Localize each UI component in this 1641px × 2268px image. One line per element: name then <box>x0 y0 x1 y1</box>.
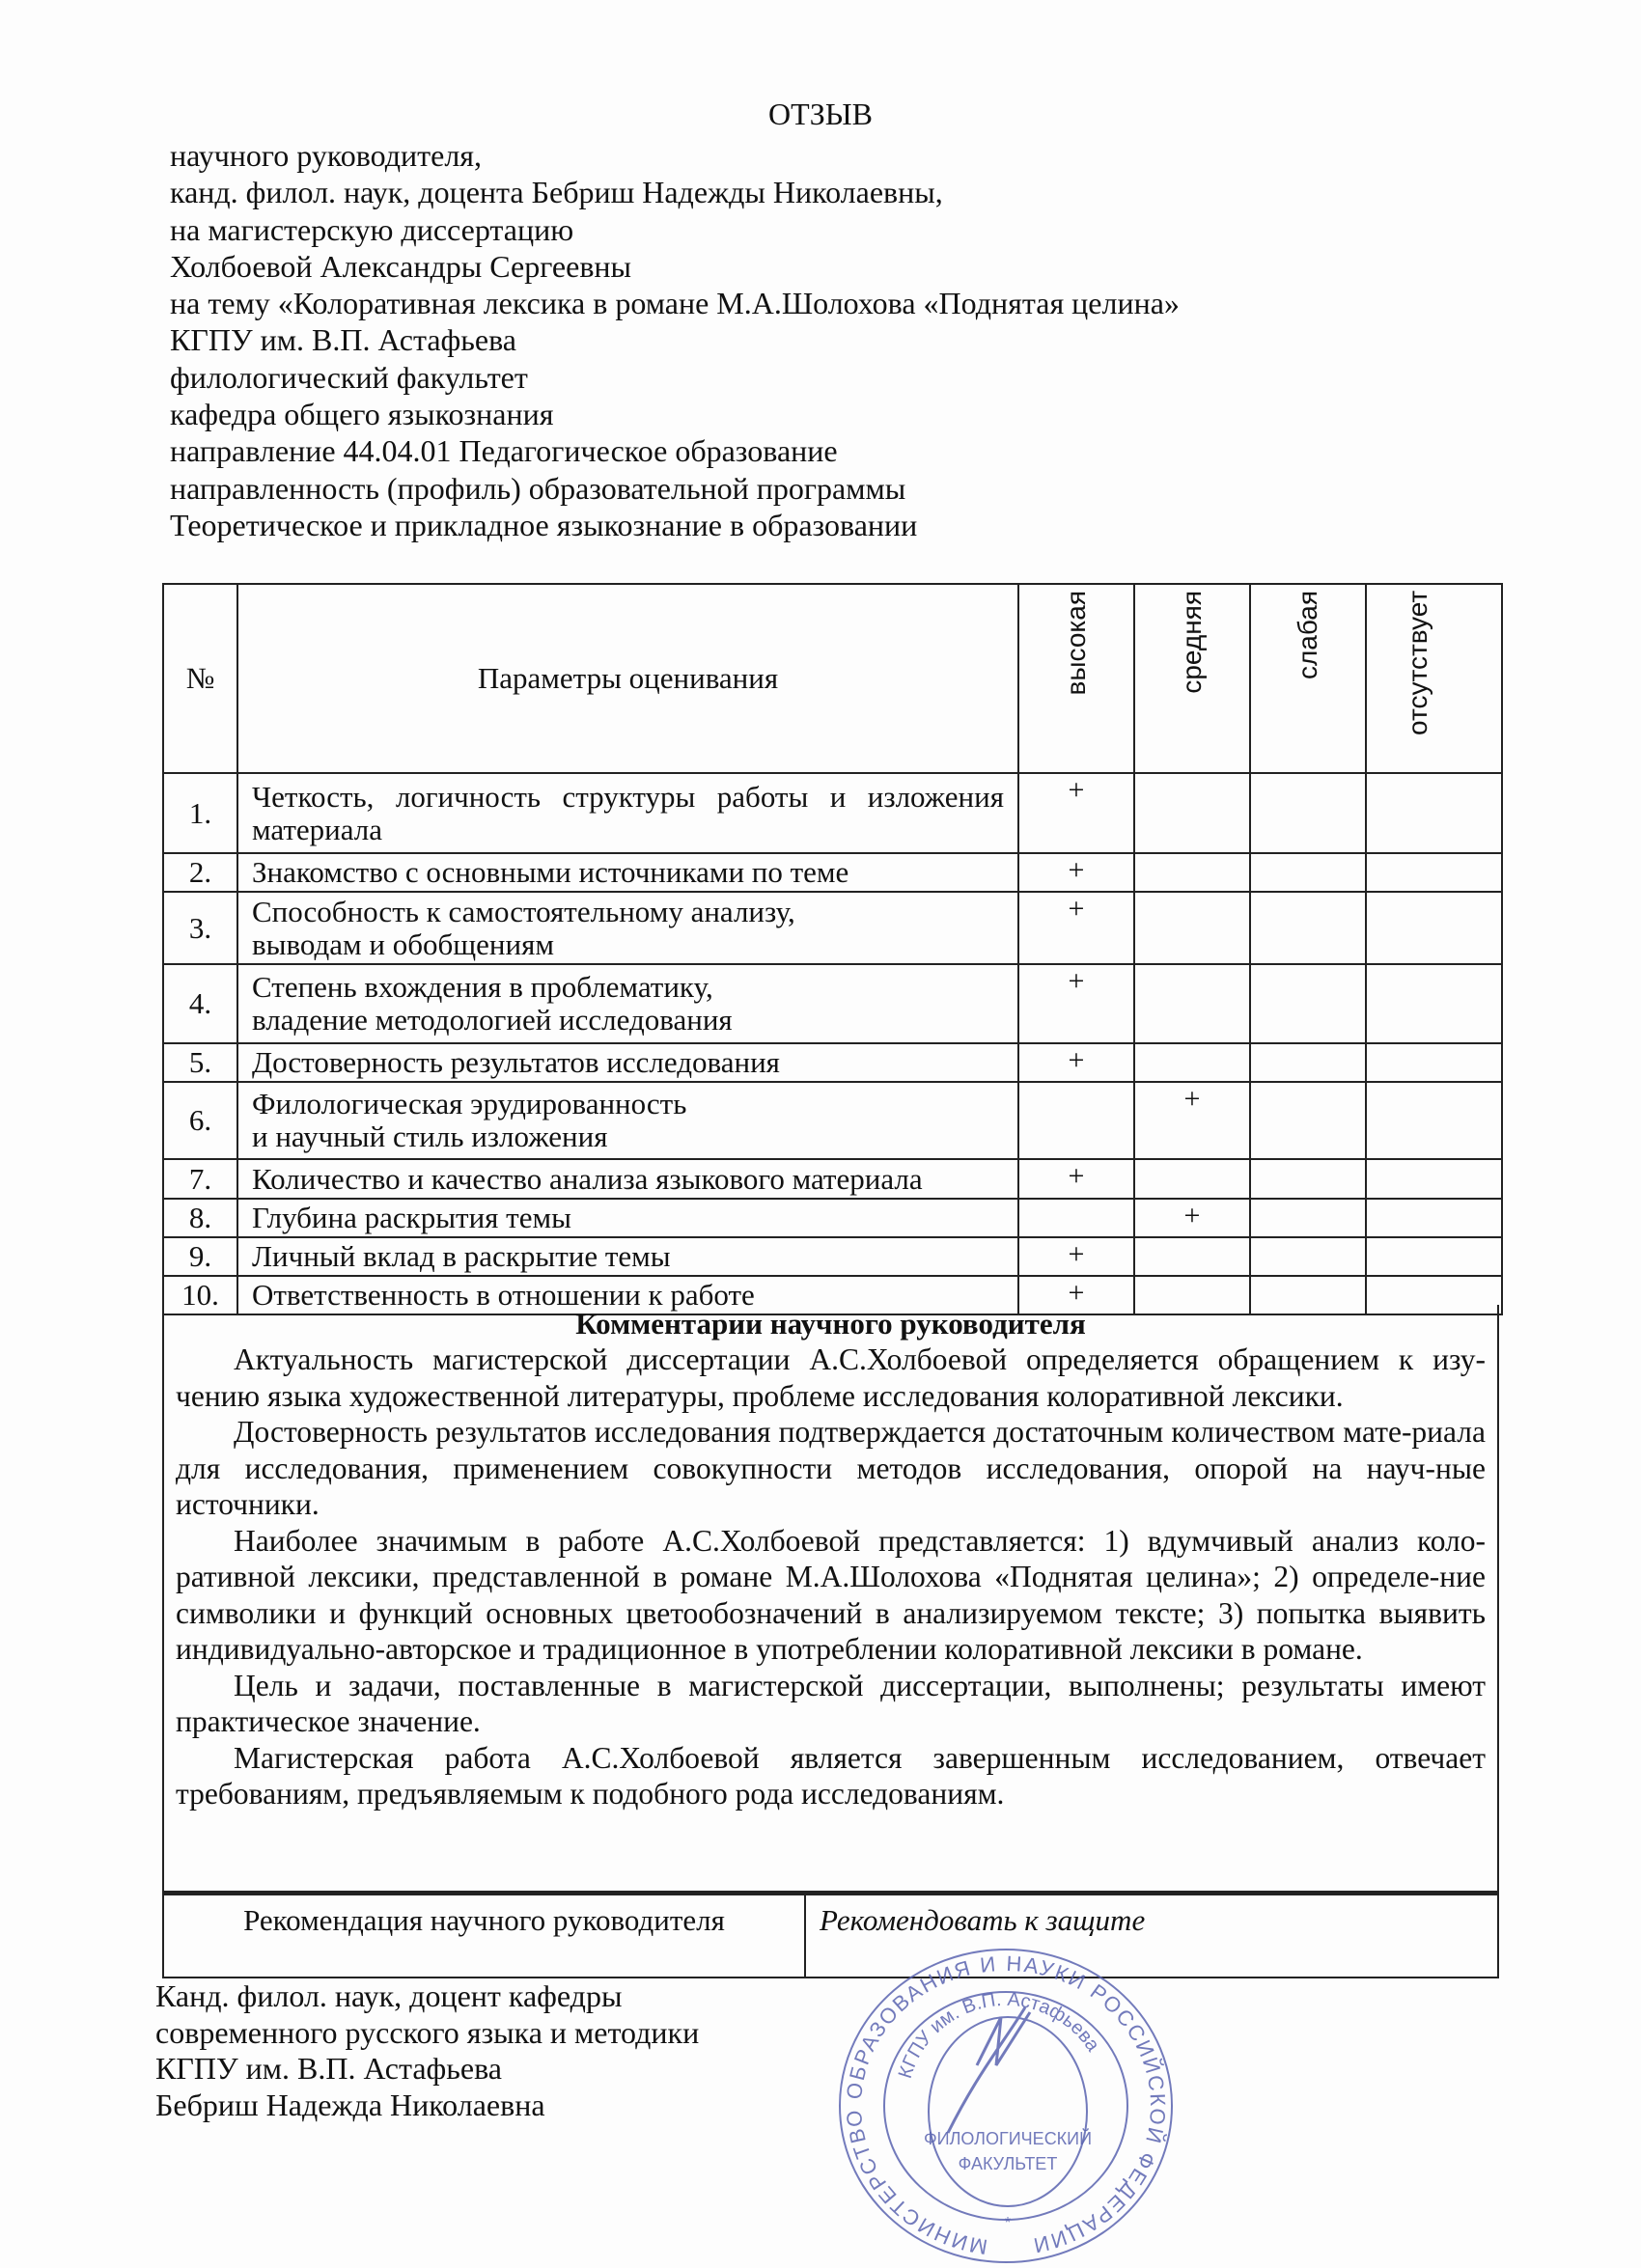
column-header-absent: отсутствует <box>1366 584 1502 773</box>
rating-cell <box>1366 1159 1502 1199</box>
recommendation-row <box>162 1893 1499 1978</box>
row-number: 8. <box>163 1199 237 1237</box>
document-title: ОТЗЫВ <box>768 97 873 131</box>
stamp-middle-ring <box>884 1992 1127 2220</box>
rating-cell <box>1366 1082 1502 1159</box>
signature-block <box>155 1978 699 2123</box>
row-parameter: Достоверность результатов исследования <box>237 1043 1018 1082</box>
rating-cell: + <box>1018 964 1134 1043</box>
comment-paragraph: Наиболее значимым в работе А.С.Холбоевой представляется: 1) вдумчивый анализ коло-ративной лексики, представленной в романе М.А.Шолохова «Поднятая целина»; 2) определе-ние символики и функций основных цветообозначений в анализируемом тексте; 3) попытка выявить индивидуально-авторское и традиционное в употреблении колоративной лексики в романе. <box>176 1523 1486 1666</box>
row-parameter: Филологическая эрудированность и научный стиль изложения <box>237 1082 1018 1159</box>
table-row <box>163 773 1502 853</box>
rating-cell <box>1366 853 1502 892</box>
document-header <box>170 137 1180 543</box>
rating-cell <box>1366 1043 1502 1082</box>
rating-cell <box>1134 853 1250 892</box>
column-header-weak: слабая <box>1250 584 1366 773</box>
row-number: 3. <box>163 892 237 964</box>
row-number: 9. <box>163 1237 237 1276</box>
rating-cell: + <box>1134 1199 1250 1237</box>
rating-cell <box>1366 1237 1502 1276</box>
row-parameter: Глубина раскрытия темы <box>237 1199 1018 1237</box>
rating-cell: + <box>1018 1237 1134 1276</box>
rating-cell <box>1134 892 1250 964</box>
rating-cell <box>1250 892 1366 964</box>
evaluation-table <box>162 583 1503 1315</box>
svg-text:ФАКУЛЬТЕТ: ФАКУЛЬТЕТ <box>958 2154 1058 2173</box>
comment-paragraph: Актуальность магистерской диссертации А.С.Холбоевой определяется обращением к изу-чению языка художественной литературы, проблеме исследования колоративной лексики. <box>176 1342 1486 1413</box>
rating-cell <box>1366 1199 1502 1237</box>
rating-cell: + <box>1018 853 1134 892</box>
table-row <box>163 1199 1502 1237</box>
header-line: на магистерскую диссертацию <box>170 211 574 247</box>
row-number: 10. <box>163 1276 237 1314</box>
rating-cell: + <box>1018 773 1134 853</box>
row-parameter: Способность к самостоятельному анализу, выводам и обобщениям <box>237 892 1018 964</box>
table-row <box>163 892 1502 964</box>
rating-cell <box>1366 964 1502 1043</box>
row-number: 4. <box>163 964 237 1043</box>
svg-text:КГПУ им. В.П. Астафьева: КГПУ им. В.П. Астафьева <box>894 1988 1104 2082</box>
signature-line: КГПУ им. В.П. Астафьева <box>155 2051 502 2086</box>
rating-cell: + <box>1134 1082 1250 1159</box>
table-row <box>163 1043 1502 1082</box>
row-parameter: Количество и качество анализа языкового материала <box>237 1159 1018 1199</box>
rating-cell <box>1134 1237 1250 1276</box>
header-line: научного руководителя, <box>170 138 482 173</box>
signature-line: Бебриш Надежда Николаевна <box>155 2087 545 2122</box>
row-parameter: Личный вклад в раскрытие темы <box>237 1237 1018 1276</box>
header-line: кафедра общего языкознания <box>170 397 554 432</box>
faculty-stamp <box>832 1940 1180 2268</box>
header-line: на тему «Колоративная лексика в романе М.А.Шолохова «Поднятая целина» <box>170 286 1180 321</box>
rating-cell: + <box>1018 892 1134 964</box>
table-row <box>163 1082 1502 1159</box>
table-row <box>163 1159 1502 1199</box>
rating-cell <box>1250 1237 1366 1276</box>
rating-cell <box>1250 1159 1366 1199</box>
rating-cell <box>1250 1199 1366 1237</box>
svg-text:ФИЛОЛОГИЧЕСКИЙ: ФИЛОЛОГИЧЕСКИЙ <box>923 2129 1093 2148</box>
header-line: Холбоевой Александры Сергеевны <box>170 248 632 284</box>
header-line: направление 44.04.01 Педагогическое образование <box>170 433 838 469</box>
row-number: 2. <box>163 853 237 892</box>
row-parameter: Ответственность в отношении к работе <box>237 1276 1018 1314</box>
rating-cell <box>1134 1043 1250 1082</box>
column-header-medium: средняя <box>1134 584 1250 773</box>
signature-line: Канд. филол. наук, доцент кафедры <box>155 1978 623 2013</box>
recommendation-value: Рекомендовать к защите <box>820 1903 1146 1937</box>
row-parameter: Знакомство с основными источниками по теме <box>237 853 1018 892</box>
table-row <box>163 1237 1502 1276</box>
header-line: канд. филол. наук, доцента Бебриш Надежды Николаевны, <box>170 175 943 210</box>
rating-cell <box>1366 892 1502 964</box>
row-number: 5. <box>163 1043 237 1082</box>
rating-cell <box>1250 853 1366 892</box>
rating-cell <box>1134 1159 1250 1199</box>
rating-cell <box>1366 773 1502 853</box>
rating-cell <box>1250 1082 1366 1159</box>
column-header-parameters: Параметры оценивания <box>237 584 1018 773</box>
rating-cell: + <box>1018 1159 1134 1199</box>
column-header-high: высокая <box>1018 584 1134 773</box>
header-line: КГПУ им. В.П. Астафьева <box>170 322 516 358</box>
row-parameter: Степень вхождения в проблематику, владение методологией исследования <box>237 964 1018 1043</box>
rating-cell <box>1250 964 1366 1043</box>
supervisor-comments <box>162 1305 1499 1893</box>
column-header-number: № <box>163 584 237 773</box>
rating-cell: + <box>1018 1043 1134 1082</box>
rating-cell <box>1134 964 1250 1043</box>
rating-cell <box>1018 1199 1134 1237</box>
table-header-row <box>163 584 1502 773</box>
comment-paragraph: Магистерская работа А.С.Холбоевой является завершенным исследованием, отвечает требованиям, предъявляемым к подобного рода исследованиям. <box>176 1740 1486 1811</box>
rating-cell <box>1250 1043 1366 1082</box>
recommendation-label: Рекомендация научного руководителя <box>164 1895 806 1977</box>
header-line: направленность (профиль) образовательной программы <box>170 470 906 506</box>
comment-paragraph: Цель и задачи, поставленные в магистерской диссертации, выполнены; результаты имеют практическое значение. <box>176 1668 1486 1738</box>
rating-cell: + <box>1018 1276 1134 1314</box>
row-number: 6. <box>163 1082 237 1159</box>
header-line: филологический факультет <box>170 359 528 395</box>
comments-heading: Комментарии научного руководителя <box>575 1307 1086 1341</box>
rating-cell <box>1134 773 1250 853</box>
rating-cell <box>1250 773 1366 853</box>
table-row <box>163 853 1502 892</box>
rating-cell <box>1018 1082 1134 1159</box>
signature-line: современного русского языка и методики <box>155 2014 700 2050</box>
table-row <box>163 964 1502 1043</box>
header-line: Теоретическое и прикладное языкознание в образовании <box>170 507 918 542</box>
svg-text:*: * <box>1004 2215 1012 2231</box>
row-parameter: Четкость, логичность структуры работы и изложения материала <box>237 773 1018 853</box>
row-number: 1. <box>163 773 237 853</box>
comment-paragraph: Достоверность результатов исследования подтверждается достаточным количеством мате-риала для исследования, применением совокупности методов исследования, опорой на науч-ные источники. <box>176 1415 1486 1521</box>
stamp-logo-icon <box>948 2007 1030 2133</box>
row-number: 7. <box>163 1159 237 1199</box>
svg-text:МИНИСТЕРСТВО ОБРАЗОВАНИЯ И НАУ: МИНИСТЕРСТВО ОБРАЗОВАНИЯ И НАУКИ РОССИЙСКОЙ ФЕДЕРАЦИИ <box>841 1950 1171 2259</box>
